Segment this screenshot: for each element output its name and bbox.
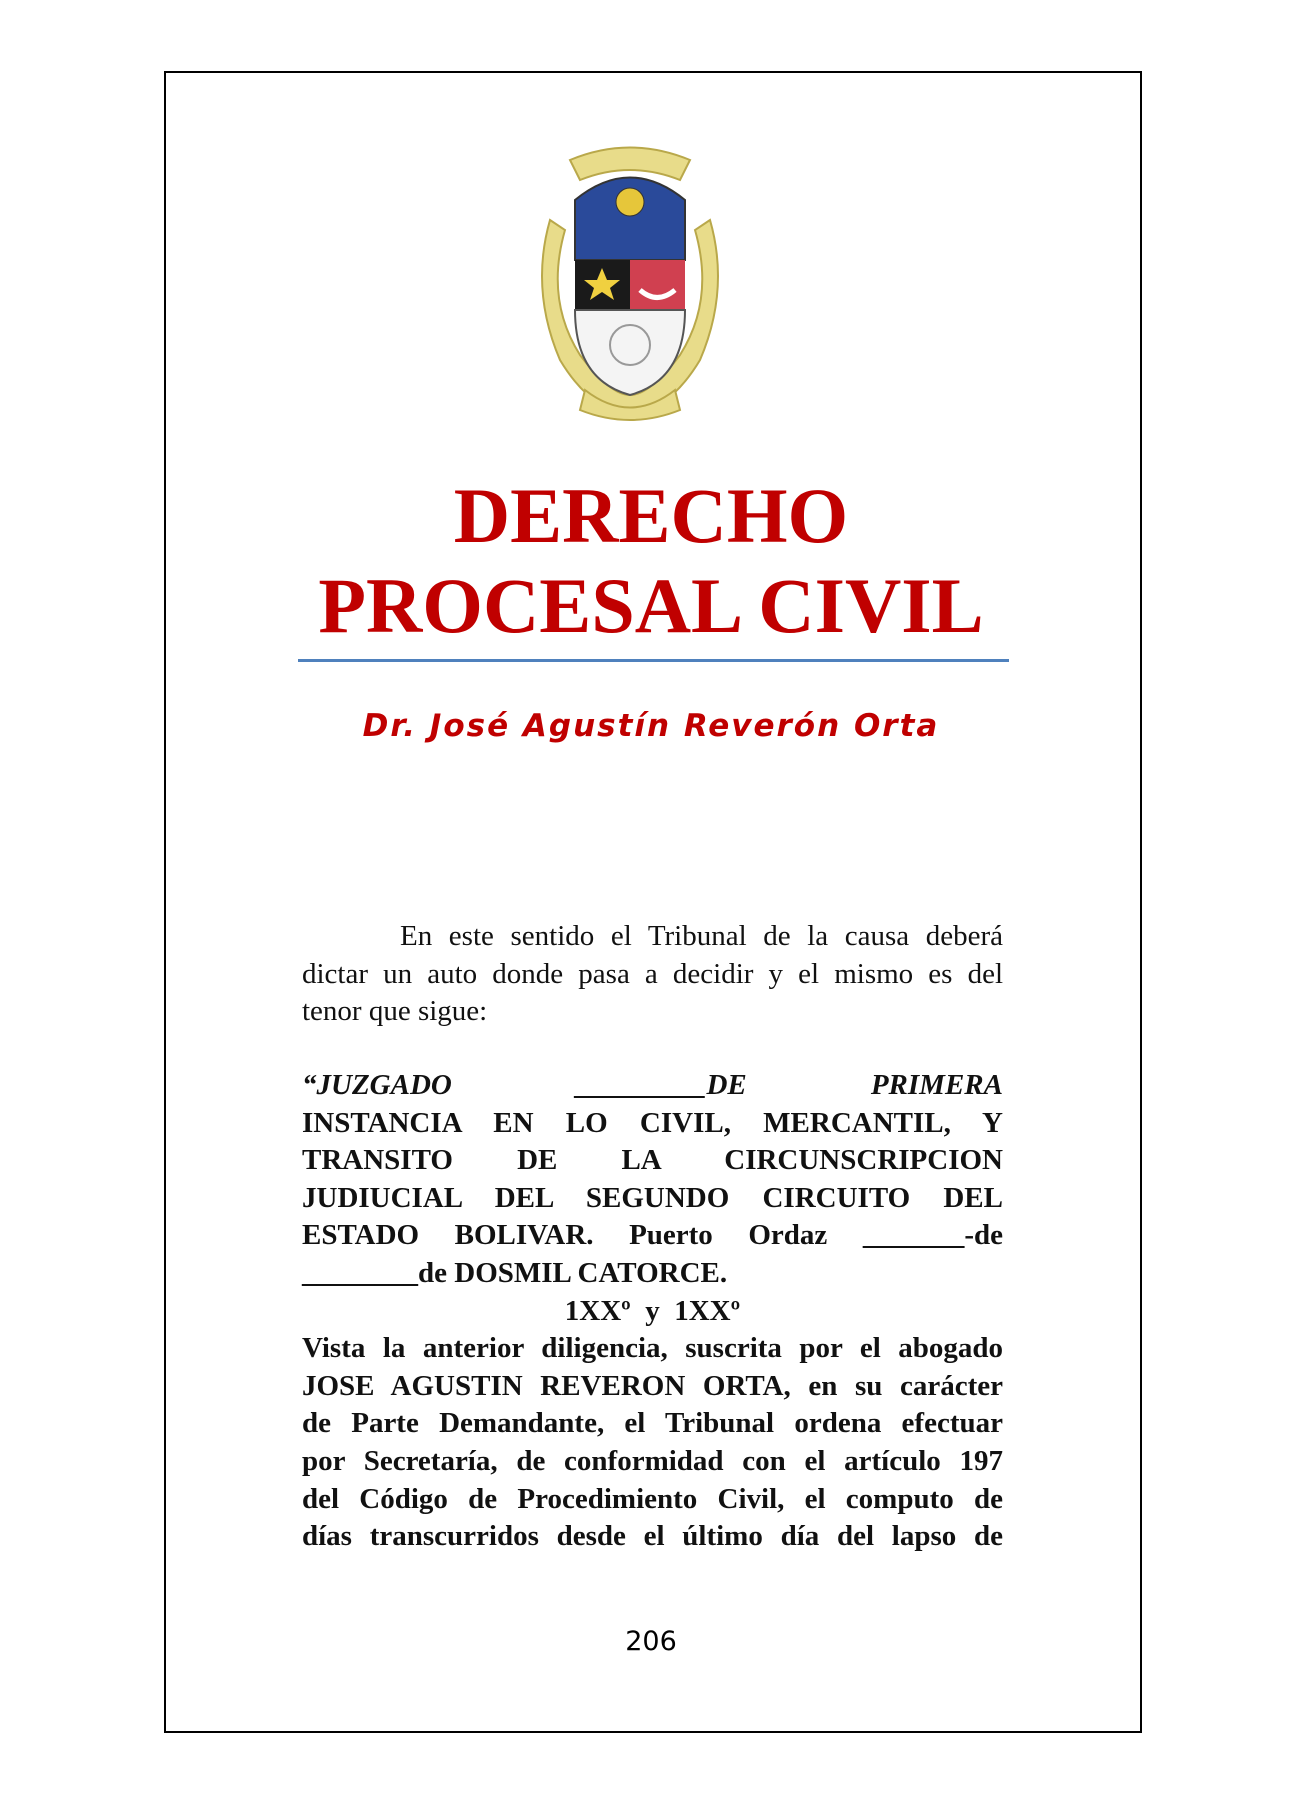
text-line: En este sentido el Tribunal de la causa deberá — [400, 920, 1003, 952]
text-line: por Secretaría, de conformidad con el artículo 197 — [302, 1444, 1003, 1477]
text-line: de Parte Demandante, el Tribunal ordena efectuar — [302, 1407, 1003, 1440]
text-line: dictar un auto donde pasa a decidir y el mismo es del — [302, 957, 1003, 990]
court-order-block — [302, 1067, 1003, 1556]
text-line: del Código de Procedimiento Civil, el computo de — [302, 1482, 1003, 1515]
court-header-line — [302, 1067, 1003, 1105]
text-fragment: “JUZGADO — [302, 1069, 452, 1101]
text-line: tenor que sigue: — [302, 995, 488, 1028]
book-title-line-2: PROCESAL CIVIL — [318, 562, 984, 649]
book-title-line-1: DERECHO — [453, 472, 849, 559]
text-fragment: PRIMERA — [870, 1069, 1003, 1101]
text-line: ESTADO BOLIVAR. Puerto Ordaz _______-de — [302, 1219, 1003, 1252]
text-line: JOSE AGUSTIN REVERON ORTA, en su carácter — [302, 1369, 1003, 1402]
text-line: TRANSITO DE LA CIRCUNSCRIPCION — [302, 1144, 1003, 1177]
page-number: 206 — [625, 1626, 677, 1657]
years-line: 1XXº y 1XXº — [564, 1294, 741, 1327]
author-name: Dr. José Agustín Reverón Orta — [362, 708, 940, 744]
text-line: JUDIUCIAL DEL SEGUNDO CIRCUITO DEL — [302, 1181, 1003, 1214]
intro-paragraph — [302, 918, 1003, 1031]
text-line: Vista la anterior diligencia, suscrita por el abogado — [302, 1332, 1003, 1365]
text-line: ________de DOSMIL CATORCE. — [302, 1256, 728, 1289]
text-line: días transcurridos desde el último día del lapso de — [302, 1520, 1003, 1553]
coat-of-arms-logo — [530, 140, 730, 422]
text-line: INSTANCIA EN LO CIVIL, MERCANTIL, Y — [302, 1106, 1003, 1139]
title-divider — [298, 659, 1009, 662]
text-fragment: _________DE — [575, 1069, 747, 1101]
